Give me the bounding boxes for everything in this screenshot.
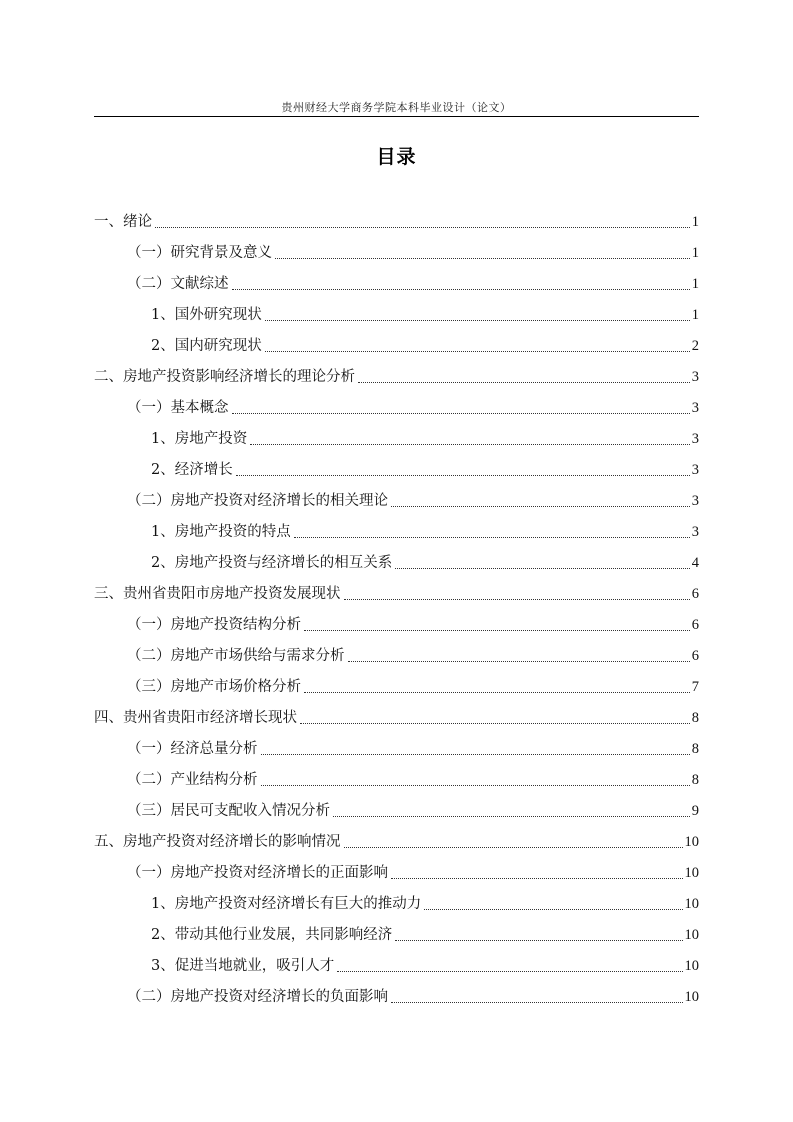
- toc-entry-label: 二、房地产投资影响经济增长的理论分析: [94, 369, 355, 385]
- toc-entry-page: 8: [691, 741, 699, 757]
- toc-entry-label: （二）房地产投资对经济增长的负面影响: [127, 989, 388, 1005]
- toc-entry-label: 1、房地产投资: [151, 431, 248, 447]
- toc-entry-label: （二）文献综述: [127, 276, 229, 292]
- toc-entry-label: （一）房地产投资结构分析: [127, 617, 301, 633]
- toc-entry-page: 8: [691, 772, 699, 788]
- toc-entry[interactable]: [94, 610, 699, 641]
- toc-entry-page: 10: [684, 989, 699, 1005]
- dot-leader: [261, 785, 690, 786]
- toc-entry[interactable]: [94, 951, 699, 982]
- toc-entry[interactable]: [94, 641, 699, 672]
- toc-entry[interactable]: [94, 269, 699, 300]
- toc-entry-page: 10: [684, 958, 699, 974]
- dot-leader: [304, 692, 690, 693]
- dot-leader: [265, 320, 690, 321]
- toc-entry[interactable]: [94, 238, 699, 269]
- toc-entry-label: 2、经济增长: [151, 462, 233, 478]
- toc-entry-label: 2、国内研究现状: [151, 338, 262, 354]
- toc-entry[interactable]: [94, 858, 699, 889]
- toc-entry-label: 五、房地产投资对经济增长的影响情况: [94, 834, 341, 850]
- dot-leader: [236, 475, 690, 476]
- toc-entry-page: 3: [691, 524, 699, 540]
- dot-leader: [155, 227, 690, 228]
- dot-leader: [261, 754, 690, 755]
- toc-entry-page: 1: [691, 307, 699, 323]
- toc-entry[interactable]: [94, 920, 699, 951]
- table-of-contents: [94, 207, 699, 1013]
- toc-entry-page: 2: [691, 338, 699, 354]
- toc-entry[interactable]: [94, 672, 699, 703]
- running-header: 贵州财经大学商务学院本科毕业设计（论文）: [281, 101, 512, 114]
- toc-entry-label: （三）房地产市场价格分析: [127, 679, 301, 695]
- toc-entry-page: 4: [691, 555, 699, 571]
- toc-entry-page: 6: [691, 586, 699, 602]
- toc-entry-label: （一）基本概念: [127, 400, 229, 416]
- toc-entry-page: 3: [691, 400, 699, 416]
- toc-entry[interactable]: [94, 424, 699, 455]
- toc-entry[interactable]: [94, 207, 699, 238]
- dot-leader: [275, 258, 690, 259]
- toc-entry-page: 3: [691, 462, 699, 478]
- toc-entry[interactable]: [94, 517, 699, 548]
- toc-entry-page: 10: [684, 927, 699, 943]
- toc-entry-page: 1: [691, 214, 699, 230]
- dot-leader: [265, 351, 690, 352]
- toc-entry[interactable]: [94, 734, 699, 765]
- toc-entry-label: 2、带动其他行业发展，共同影响经济: [151, 927, 393, 943]
- toc-entry-page: 3: [691, 431, 699, 447]
- dot-leader: [337, 971, 682, 972]
- toc-entry[interactable]: [94, 455, 699, 486]
- toc-entry-page: 3: [691, 369, 699, 385]
- toc-entry-label: （一）经济总量分析: [127, 741, 258, 757]
- toc-entry-label: （二）房地产市场供给与需求分析: [127, 648, 345, 664]
- dot-leader: [395, 568, 690, 569]
- dot-leader: [250, 444, 690, 445]
- header-rule: [94, 116, 699, 117]
- toc-entry-label: （二）房地产投资对经济增长的相关理论: [127, 493, 388, 509]
- toc-entry-label: （一）房地产投资对经济增长的正面影响: [127, 865, 388, 881]
- toc-entry-page: 10: [684, 865, 699, 881]
- toc-entry[interactable]: [94, 982, 699, 1013]
- dot-leader: [348, 661, 690, 662]
- toc-entry[interactable]: [94, 889, 699, 920]
- dot-leader: [304, 630, 690, 631]
- dot-leader: [391, 506, 690, 507]
- dot-leader: [232, 413, 690, 414]
- dot-leader: [358, 382, 690, 383]
- toc-entry-label: （三）居民可支配收入情况分析: [127, 803, 330, 819]
- toc-entry-label: （二）产业结构分析: [127, 772, 258, 788]
- toc-entry-page: 8: [691, 710, 699, 726]
- toc-entry-page: 7: [691, 679, 699, 695]
- dot-leader: [391, 878, 683, 879]
- dot-leader: [300, 723, 690, 724]
- dot-leader: [395, 940, 682, 941]
- toc-entry[interactable]: [94, 796, 699, 827]
- toc-entry[interactable]: [94, 486, 699, 517]
- toc-entry-page: 6: [691, 648, 699, 664]
- toc-entry-label: 1、房地产投资的特点: [151, 524, 291, 540]
- toc-entry-page: 9: [691, 803, 699, 819]
- toc-entry-page: 10: [684, 896, 699, 912]
- toc-entry[interactable]: [94, 331, 699, 362]
- dot-leader: [232, 289, 690, 290]
- toc-entry-label: （一）研究背景及意义: [127, 245, 272, 261]
- toc-entry[interactable]: [94, 703, 699, 734]
- toc-entry[interactable]: [94, 362, 699, 393]
- dot-leader: [344, 847, 683, 848]
- toc-entry-label: 1、国外研究现状: [151, 307, 262, 323]
- toc-entry-page: 10: [684, 834, 699, 850]
- toc-entry-label: 1、房地产投资对经济增长有巨大的推动力: [151, 896, 422, 912]
- toc-entry-page: 3: [691, 493, 699, 509]
- dot-leader: [294, 537, 690, 538]
- toc-entry-label: 3、促进当地就业，吸引人才: [151, 958, 335, 974]
- dot-leader: [424, 909, 682, 910]
- toc-entry[interactable]: [94, 548, 699, 579]
- dot-leader: [344, 599, 690, 600]
- toc-entry[interactable]: [94, 827, 699, 858]
- toc-entry-label: 三、贵州省贵阳市房地产投资发展现状: [94, 586, 341, 602]
- dot-leader: [391, 1002, 683, 1003]
- toc-entry[interactable]: [94, 579, 699, 610]
- toc-title: 目录: [376, 146, 417, 168]
- toc-entry[interactable]: [94, 393, 699, 424]
- toc-entry-label: 2、房地产投资与经济增长的相互关系: [151, 555, 393, 571]
- toc-entry[interactable]: [94, 300, 699, 331]
- toc-entry-page: 6: [691, 617, 699, 633]
- toc-entry-label: 一、绪论: [94, 214, 152, 230]
- toc-entry-page: 1: [691, 245, 699, 261]
- toc-entry-label: 四、贵州省贵阳市经济增长现状: [94, 710, 297, 726]
- dot-leader: [333, 816, 690, 817]
- toc-entry[interactable]: [94, 765, 699, 796]
- toc-entry-page: 1: [691, 276, 699, 292]
